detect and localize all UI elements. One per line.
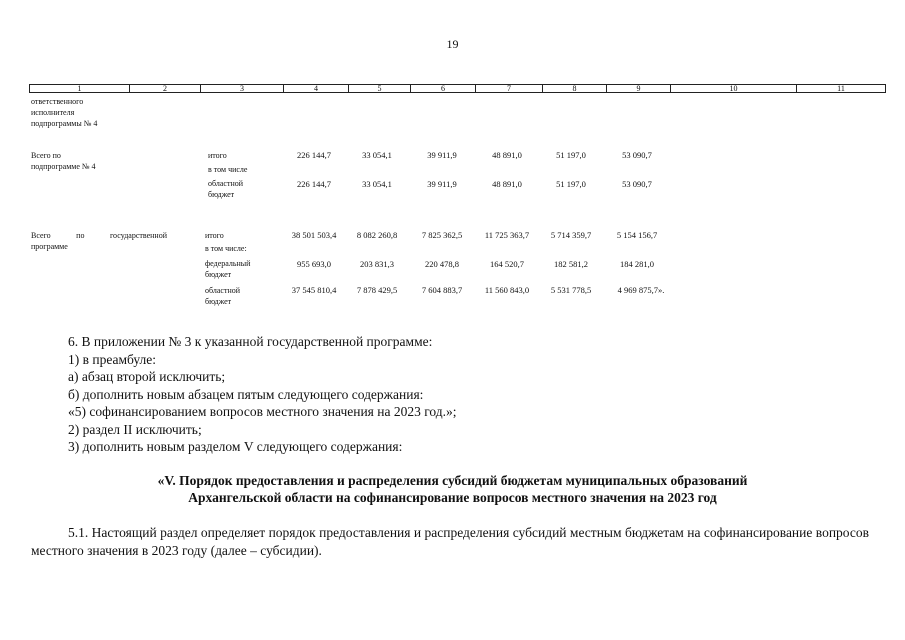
table-cell: 11 560 843,0 (484, 285, 530, 295)
funding-type: итого (205, 231, 224, 240)
row-label-continued: ответственного исполнителя подпрограммы № 4 (31, 97, 98, 128)
funding-type: областной бюджет (208, 179, 244, 199)
table-cell: 48 891,0 (492, 150, 522, 160)
column-header: 4 (284, 85, 349, 93)
table-cell: 53 090,7 (622, 179, 652, 189)
table-cell: 51 197,0 (556, 150, 586, 160)
table-cell: 203 831,3 (360, 259, 394, 269)
funding-type: итого (208, 151, 227, 160)
table-cell: 220 478,8 (425, 259, 459, 269)
table-cell: 33 054,1 (362, 179, 392, 189)
column-header: 8 (543, 85, 607, 93)
row-label-subprogram-4: Всего по подпрограмме № 4 (31, 151, 96, 171)
column-header: 3 (201, 85, 284, 93)
column-header: 10 (671, 85, 797, 93)
body-line: 6. В приложении № 3 к указанной государственной программе: (68, 334, 433, 349)
table-cell: 39 911,9 (427, 179, 457, 189)
table-cell: 7 878 429,5 (356, 285, 398, 295)
row-label-total: Всего по государственной программе (31, 231, 167, 251)
table-cell: 5 154 156,7 (616, 230, 658, 240)
table-cell: 5 531 778,5 (550, 285, 592, 295)
section-heading-line: Архангельской области на софинансирование вопросов местного значения на 2023 год (188, 490, 717, 505)
body-line: б) дополнить новым абзацем пятым следующего содержания: (68, 387, 424, 402)
body-line: «5) софинансированием вопросов местного значения на 2023 год.»; (68, 404, 457, 419)
section-heading-line: «V. Порядок предоставления и распределения субсидий бюджетам муниципальных образований (157, 473, 748, 488)
table-cell: 955 693,0 (297, 259, 331, 269)
body-line: 3) дополнить новым разделом V следующего содержания: (68, 439, 403, 454)
table-cell: 7 825 362,5 (421, 230, 463, 240)
table-cell: 51 197,0 (556, 179, 586, 189)
funding-type: областной бюджет (205, 286, 241, 306)
table-cell: 164 520,7 (490, 259, 524, 269)
column-header: 1 (30, 85, 130, 93)
table-cell: 33 054,1 (362, 150, 392, 160)
column-header: 7 (476, 85, 543, 93)
table-cell: 182 581,2 (554, 259, 588, 269)
funding-type: в том числе: (205, 244, 247, 253)
table-cell: 226 144,7 (297, 179, 331, 189)
column-header: 5 (349, 85, 411, 93)
table-cell: 226 144,7 (297, 150, 331, 160)
table-cell: 184 281,0 (620, 259, 654, 269)
table-cell: 39 911,9 (427, 150, 457, 160)
table-cell: 5 714 359,7 (550, 230, 592, 240)
body-line: 1) в преамбуле: (68, 352, 157, 367)
funding-type: в том числе (208, 165, 248, 174)
funding-type: федеральный бюджет (205, 259, 251, 279)
body-line: 2) раздел II исключить; (68, 422, 202, 437)
table-cell: 53 090,7 (622, 150, 652, 160)
table-cell: 11 725 363,7 (484, 230, 530, 240)
column-header: 11 (797, 85, 886, 93)
table-cell: 48 891,0 (492, 179, 522, 189)
body-line: а) абзац второй исключить; (68, 369, 226, 384)
column-header: 9 (607, 85, 671, 93)
table-cell: 8 082 260,8 (356, 230, 398, 240)
column-header: 6 (411, 85, 476, 93)
table-cell: 7 604 883,7 (421, 285, 463, 295)
paragraph-5-1: 5.1. Настоящий раздел определяет порядок предоставления и распределения субсидий местным бюджетам на софинансирование вопросов местного значения в 2023 году (далее – субсидии). (31, 525, 869, 558)
page-number: 19 (446, 37, 459, 51)
column-header: 2 (130, 85, 201, 93)
table-header-row (29, 84, 886, 93)
table-cell: 38 501 503,4 (291, 230, 337, 240)
table-cell: 37 545 810,4 (291, 285, 337, 295)
table-cell: 4 969 875,7». (617, 285, 665, 295)
